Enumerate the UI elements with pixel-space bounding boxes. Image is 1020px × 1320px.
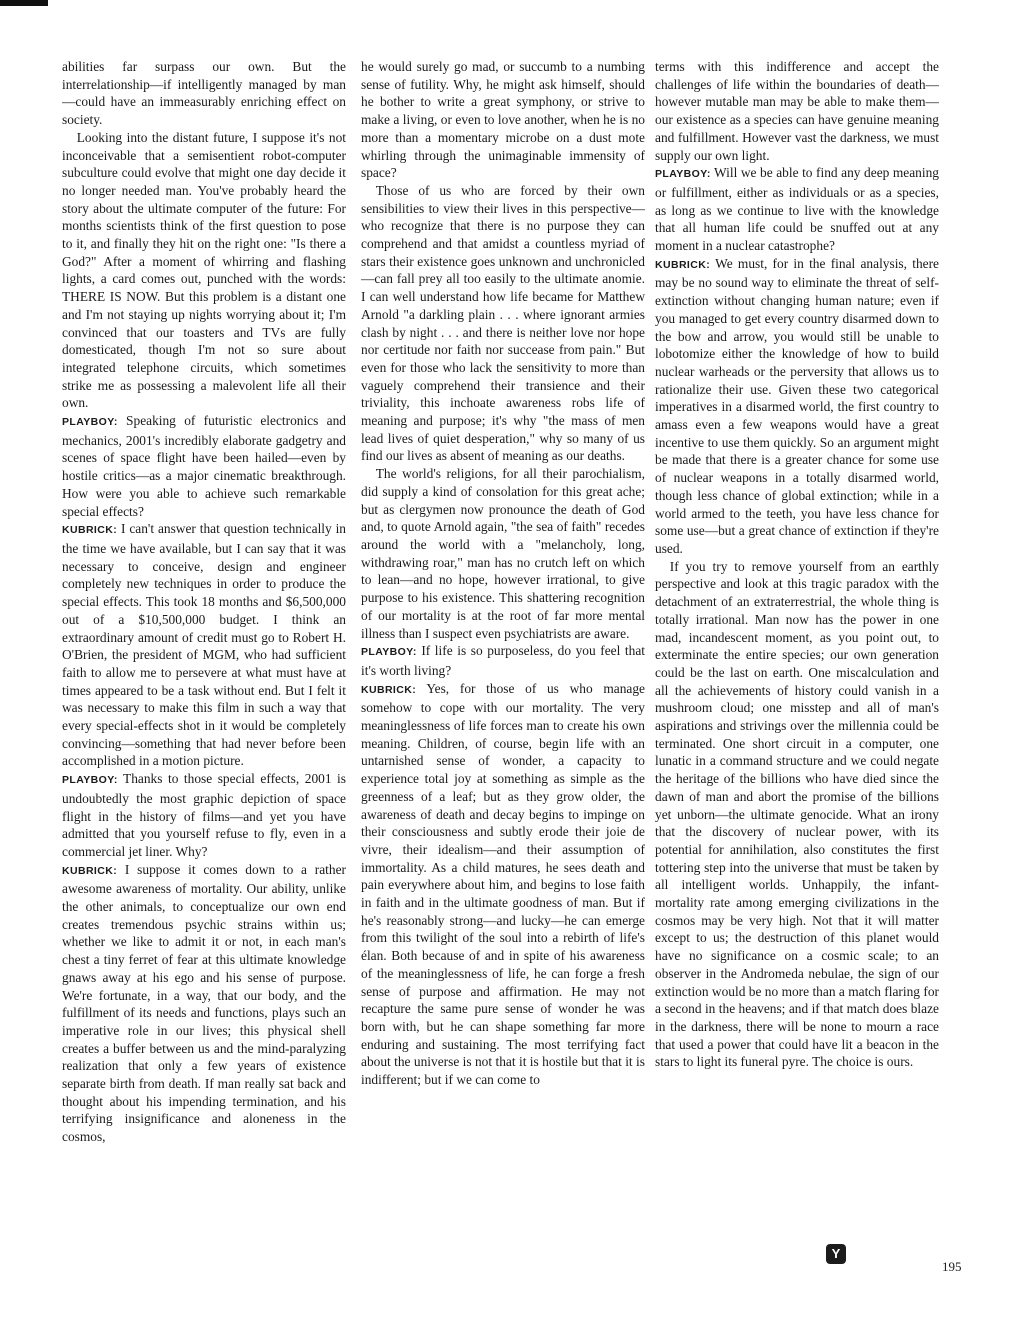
speech-text: Yes, for those of us who manage somehow to cope with our mortality. The very meaninglessness of life forces man to create his own meaning. Children, of course, begin life with an untarnished sense of wonder, a capacity to experience total joy at something as simple as the greenness of a leaf; but as they grow older, the awareness of death and decay begins to impinge on their consciousness and subtly erode their joie de vivre, their idealism—and their assumption of immortality. As a child matures, he sees death and pain everywhere about him, and begins to lose faith in faith and in the ultimate goodness of man. But if he's reasonably strong—and lucky—he can emerge from this twilight of the soul into a rebirth of life's élan. Both because of and in spite of his awareness of the meaninglessness of life, he can forge a fresh sense of purpose and affirmation. He may not recapture the same pure sense of wonder he was born with, but he can shape something far more enduring and sustaining. The most terrifying fact about the universe is not that it is hostile but that it is indifferent; but if we can come to <box>361 680 645 1088</box>
paragraph: If you try to remove yourself from an earthly perspective and look at this tragic paradox with the detachment of an extraterrestrial, the whole thing is totally irrational. Man now has the power in one mad, incandescent moment, as you point out, to exterminate the entire species; our own generation could be the last on earth. One miscalculation and all the achievements of history could vanish in a mushroom cloud; one misstep and all of man's aspirations and strivings over the millennia could be terminated. One short circuit in a computer, one lunatic in a command structure and we could negate the heritage of the billions who have died since the dawn of man and abort the promise of the billions yet unborn—the ultimate genocide. What an irony that the discovery of nuclear power, with its potential for annihilation, also constitutes the first tottering step into the universe that must be taken by all intelligent worlds. Unhappily, the infant-mortality rate among emerging civilizations in the cosmos may be very high. Not that it will matter except to us; the destruction of this planet would have no significance on a cosmic scale; to an observer in the Andromeda nebulae, the sign of our extinction would be no more than a match flaring for a second in the heavens; and if that match does blaze in the darkness, there will be none to mourn a race that used a power that could have lit a beacon in the stars to light its funeral pyre. The choice is ours. <box>655 558 939 1070</box>
speaker-label: KUBRICK: <box>361 683 417 696</box>
continued-paragraph: abilities far surpass our own. But the interrelationship—if intelligently managed by man—could have an immeasurably enriching effect on society. <box>62 59 346 128</box>
speech-text: We must, for in the final analysis, there may be no sound way to eliminate the threat of self-extinction without changing human nature; even if you managed to get every country disarmed down to the bow and arrow, you would still be unable to lobotomize either the knowledge of how to build nuclear warheads or the perversity that allows us to rationalize their use. Given these two categorical imperatives in a disarmed world, the first country to amass even a few weapons would have a great incentive to use them quickly. So an argument might be made that there is a greater chance for some use of nuclear weapons in a totally disarmed world, though less chance of global extinction; while in a world armed to the teeth, you have less chance for some use—but a great chance of extinction if they're used. <box>655 255 939 556</box>
speaker-label: KUBRICK: <box>62 864 118 877</box>
speaker-label: KUBRICK: <box>62 524 118 537</box>
speech-text: I can't answer that question technically in the time we have available, but I can say that it was necessary to conceive, design and engineer completely new techniques in order to produce the special effects. This took 18 months and $6,500,000 out of a $10,500,000 budget. I think an extraordinary amount of credit must go to Robert H. O'Brien, the president of MGM, who had sufficient faith to allow me to persevere at what must have at times appeared to be a task without end. But I felt it was necessary to make this film in such a way that every special-effects shot in it would be completely convincing—something that had never before been accomplished in a motion picture. <box>62 521 346 769</box>
interview-exchange <box>655 164 939 255</box>
speech-text: Thanks to those special effects, 2001 is undoubtedly the most graphic depiction of space flight in the history of films—and yet you have admitted that you yourself refuse to fly, even in a commercial jet liner. Why? <box>62 771 346 859</box>
paragraph: Those of us who are forced by their own sensibilities to view their lives in this perspective—who recognize that there is no purpose they can comprehend and that amidst a countless myriad of stars their existence goes unknown and unchronicled—can fall prey all too easily to the ultimate anomie. I can well understand how life became for Matthew Arnold "a darkling plain . . . where ignorant armies clash by night . . . and there is neither love nor hope nor certitude nor faith nor succease from pain." But even for those who lack the sensitivity to more than vaguely comprehend their transience and their triviality, this inchoate awareness robs life of meaning and purpose; it's why "the mass of men lead lives of quiet desperation," why so many of us find our lives as absent of meaning as our deaths. <box>361 182 645 464</box>
interview-exchange <box>62 520 346 770</box>
interview-exchange <box>361 642 645 679</box>
text-column-1 <box>62 58 346 1276</box>
speech-text: I suppose it comes down to a rather awesome awareness of mortality. Our ability, unlike the other animals, to conceptualize our own end creates tremendous psychic strains within us; whether we like to admit it or not, in each man's chest a tiny ferret of fear at this ultimate knowledge gnaws away at his ego and his sense of purpose. We're fortunate, in a way, that our body, and the fulfillment of its needs and functions, plays such an imperative role in our lives; this physical shell creates a buffer between us and the mind-paralyzing realization that only a few years of existence separate birth from death. If man really sat back and thought about his impending termination, and his terrifying insignificance and aloneness in the cosmos, <box>62 861 346 1145</box>
text-column-3 <box>655 58 939 1276</box>
interview-exchange <box>62 770 346 861</box>
speech-text: If life is so purposeless, do you feel that it's worth living? <box>361 643 645 678</box>
speaker-label: PLAYBOY: <box>62 416 118 429</box>
speaker-label: PLAYBOY: <box>655 168 711 181</box>
speaker-label: PLAYBOY: <box>62 774 118 787</box>
speech-text: Speaking of futuristic electronics and mechanics, 2001's incredibly elaborate gadgetry and scenes of space flight have been hailed—even by hostile critics—as a major cinematic breakthrough. How were you able to achieve such remarkable special effects? <box>62 413 346 519</box>
interview-exchange <box>361 680 645 1089</box>
text-column-2 <box>361 58 645 1276</box>
paragraph: Looking into the distant future, I suppose it's not inconceivable that a semisentient robot-computer subculture could evolve that might one day decide it no longer needed man. You've probably heard the story about the ultimate computer of the future: For months scientists think of the first question to pose to it, and finally they hit on the right one: "Is there a God?" After a moment of whirring and flashing lights, a card comes out, punched with the words: THERE IS NOW. But this problem is a distant one and I'm not staying up nights worrying about it; I'm convinced that our toasters and TVs are fully domesticated, though I'm not so sure about integrated telephone circuits, which sometimes strike me as possessing a malevolent life all their own. <box>62 129 346 411</box>
continued-paragraph: he would surely go mad, or succumb to a numbing sense of futility. Why, he might ask himself, should he bother to write a great symphony, or strive to make a living, or even to love another, when he is no more than a momentary microbe on a dust mote whirling through the unimaginable immensity of space? <box>361 59 645 181</box>
interview-exchange <box>62 412 346 520</box>
speaker-label: PLAYBOY: <box>361 646 417 659</box>
continued-paragraph: terms with this indifference and accept the challenges of life within the boundaries of death—however mutable man may be able to make them—our existence as a species can have genuine meaning and fulfillment. However vast the darkness, we must supply our own light. <box>655 59 939 163</box>
speaker-label: KUBRICK: <box>655 258 711 271</box>
interview-exchange <box>655 255 939 558</box>
top-edge-bar <box>0 0 48 6</box>
page-number: 195 <box>942 1259 962 1274</box>
interview-exchange <box>62 861 346 1146</box>
paragraph: The world's religions, for all their parochialism, did supply a kind of consolation for this great ache; but as clergymen now pronounce the death of God and, to quote Arnold again, "the sea of faith" recedes around the world with a "melancholy, long, withdrawing roar," man has no crutch left on which to lean—and no hope, however irrational, to give purpose to his existence. This shattering recognition of our mortality is at the root of far more mental illness than I suspect even psychiatrists are aware. <box>361 466 645 641</box>
end-mark-icon: Y <box>826 1244 846 1264</box>
speech-text: Will we be able to find any deep meaning or fulfillment, either as individuals or as a species, as long as we continue to live with the knowledge that all human life could be snuffed out at any moment in a nuclear catastrophe? <box>655 165 939 254</box>
